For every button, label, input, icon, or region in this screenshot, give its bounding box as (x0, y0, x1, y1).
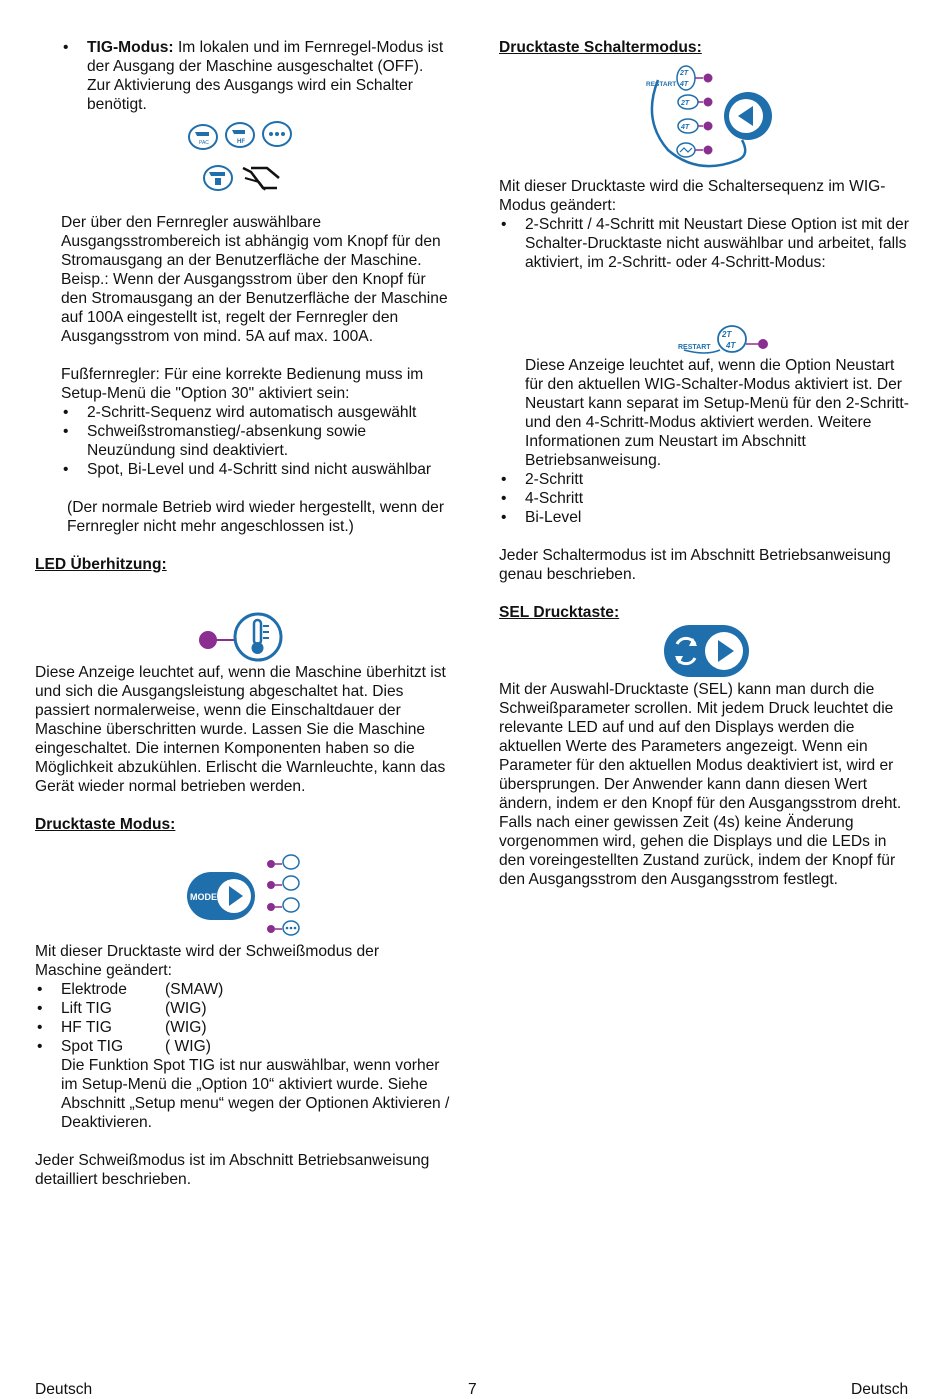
svg-text:HF: HF (237, 139, 245, 145)
switch-section (499, 177, 914, 272)
foot-control-list (61, 403, 450, 479)
tig-mode-label: TIG-Modus: (87, 39, 174, 56)
restart-list (499, 215, 914, 272)
led-dot-icon (199, 631, 217, 649)
switch-mode-button (724, 92, 772, 140)
led-paragraph: Diese Anzeige leuchtet auf, wenn die Maschine überhitzt ist und sich die Ausgangsleistung abgeschaltet hat. Dies passiert normalerweise, wenn die Einschaltdauer der Maschine überschritten wurde. Lassen Sie die Maschine eingeschaltet. Die internen Komponenten haben so die Möglichkeit abzukühlen. Erlischt die Warnleuchte, kann das Gerät wieder normal betrieben werden. (35, 664, 446, 795)
bi-level-icon (677, 143, 695, 157)
remote-control-icon (204, 166, 232, 190)
four-t-icon (678, 119, 698, 133)
switch-mode-graphic (638, 60, 778, 178)
spot-note: Die Funktion Spot TIG ist nur auswählbar, wenn vorher im Setup-Menü die „Option 10“ aktiviert wurde. Siehe Abschnitt „Setup menu“ wegen der Optionen Aktivieren / Deaktivieren. (61, 1057, 450, 1131)
svg-text:PAC: PAC (199, 140, 209, 146)
range-paragraph: Der über den Fernregler auswählbare Ausgangsstrombereich ist abhängig vom Knopf für den Stromausgang an der Benutzerfläche der Maschine. Beisp.: Wenn der Ausgangsstrom über den Knopf für den Stromausgang an der Benutzerfläche der Maschine auf 100A eingestellt ist, regelt der Fernregler den Ausgangsstrom von mind. 5A auf max. 100A. (61, 214, 448, 345)
hf-icon (226, 123, 254, 147)
sel-paragraph: Mit der Auswahl-Drucktaste (SEL) kann man durch die Schweißparameter scrollen. Mit jedem Druck leuchtet die relevante LED auf und auf den Displays werden die aktuellen Werte des Parameters angezeigt. Wenn ein Parameter für den aktuellen Modus deaktiviert ist, wird er übersprungen. Der Anwender kann dann diesen Wert ändern, indem er den Knopf für den Ausgangsstrom dreht. Falls nach einer gewissen Zeit (4s) keine Änderung vorgenommen wird, gehen die Displays und die LEDs in den voreingestellten Zustand zurück, indem der Knopf für den Ausgangsstrom den Ausgangsstrom festlegt. (499, 681, 902, 888)
tig-mode-text: Im lokalen und im Fernregel-Modus ist der Ausgang der Maschine ausgeschaltet (OFF). Zur Aktivierung des Ausgangs wird ein Schalter benötigt. (87, 39, 444, 113)
footer-left: Deutsch (35, 1381, 93, 1398)
mode-section (35, 942, 450, 1189)
page-number: 7 (468, 1381, 477, 1398)
tig-mode-item (61, 38, 450, 114)
sel-button (664, 625, 749, 677)
mode-list (35, 980, 450, 1056)
tig-mode-bullet (61, 38, 450, 114)
restart-section (499, 356, 914, 622)
restart-paragraph: Diese Anzeige leuchtet auf, wenn die Option Neustart für den aktuellen WIG-Schalter-Modus aktiviert ist. Der Neustart kann separat im Setup-Menü für den 2-Schritt- und den 4-Schritt-Modus aktiviert werden. Weitere Informationen zum Neustart im Abschnitt Betriebsanweisung. (525, 357, 909, 469)
restart-led-2t: 2T (722, 330, 732, 339)
switch-closing: Jeder Schaltermodus ist im Abschnitt Betriebsanweisung genau beschrieben. (499, 547, 891, 583)
restart-label: RESTART (646, 81, 677, 88)
footer-right: Deutsch (851, 1381, 909, 1398)
mode-closing: Jeder Schweißmodus ist im Abschnitt Betriebsanweisung detailliert beschrieben. (35, 1152, 430, 1188)
list-item: • 4-Schritt (499, 489, 914, 508)
mode-heading: Drucktaste Modus: (35, 816, 176, 833)
normal-operation-note: (Der normale Betrieb wird wieder hergestellt, wenn der Fernregler nicht mehr angeschlossen ist.) (67, 499, 445, 535)
sel-button-graphic (662, 622, 752, 680)
list-item: • 2-Schritt (499, 470, 914, 489)
mode-led-column (267, 855, 299, 935)
list-item: • Spot, Bi-Level und 4-Schritt sind nicht auswählbar (61, 460, 450, 479)
restart-led-graphic (676, 322, 776, 358)
pac-icon (189, 125, 217, 149)
led-heading: LED Überhitzung: (35, 556, 167, 573)
restart-led-label: RESTART (678, 344, 711, 351)
sel-section (499, 680, 914, 889)
switch-mode-list (499, 470, 914, 527)
tig-mode-icons (185, 118, 300, 196)
switch-heading-block (499, 38, 914, 57)
list-item: • HF TIG (WIG) (35, 1018, 450, 1037)
led-section (35, 663, 450, 834)
restart-led-4t: 4T (726, 341, 736, 350)
mode-intro: Mit dieser Drucktaste wird der Schweißmodus der Maschine geändert: (35, 943, 380, 979)
list-item: • Schweißstromanstieg/-absenkung sowie Neuzündung sind deaktiviert. (61, 422, 450, 460)
mode-button-graphic (186, 852, 304, 942)
foot-control-intro: Fußfernregler: Für eine korrekte Bedienung muss im Setup-Menü die "Option 30" aktiviert sein: (61, 366, 424, 402)
left-column-body (35, 213, 450, 574)
mode-button (187, 872, 255, 920)
svg-text:2T: 2T (680, 70, 689, 77)
overheat-led-icon (196, 610, 288, 666)
switch-heading: Drucktaste Schaltermodus: (499, 39, 702, 56)
list-item: • Lift TIG (WIG) (35, 999, 450, 1018)
thermometer-icon (235, 614, 281, 660)
list-item: • Elektrode (SMAW) (35, 980, 450, 999)
list-item: • Bi-Level (499, 508, 914, 527)
list-item: • 2-Schritt-Sequenz wird automatisch ausgewählt (61, 403, 450, 422)
svg-text:4T: 4T (681, 124, 690, 131)
foot-pedal-icon (243, 168, 279, 190)
spot-dots-icon (263, 122, 291, 146)
mode-button-label: MODE (190, 892, 217, 902)
svg-text:2T: 2T (681, 100, 690, 107)
list-item: • 2-Schritt / 4-Schritt mit Neustart Diese Option ist mit der Schalter-Drucktaste nicht auswählbar und arbeitet, falls aktiviert, im 2-Schritt- oder 4-Schritt-Modus: (499, 215, 914, 272)
list-item: • Spot TIG ( WIG) (35, 1037, 450, 1056)
switch-intro: Mit dieser Drucktaste wird die Schaltersequenz im WIG-Modus geändert: (499, 178, 886, 214)
left-column (35, 38, 450, 114)
sel-heading: SEL Drucktaste: (499, 604, 620, 621)
two-t-icon (678, 95, 698, 109)
svg-text:4T: 4T (680, 81, 689, 88)
two-four-t-icon (677, 66, 695, 90)
